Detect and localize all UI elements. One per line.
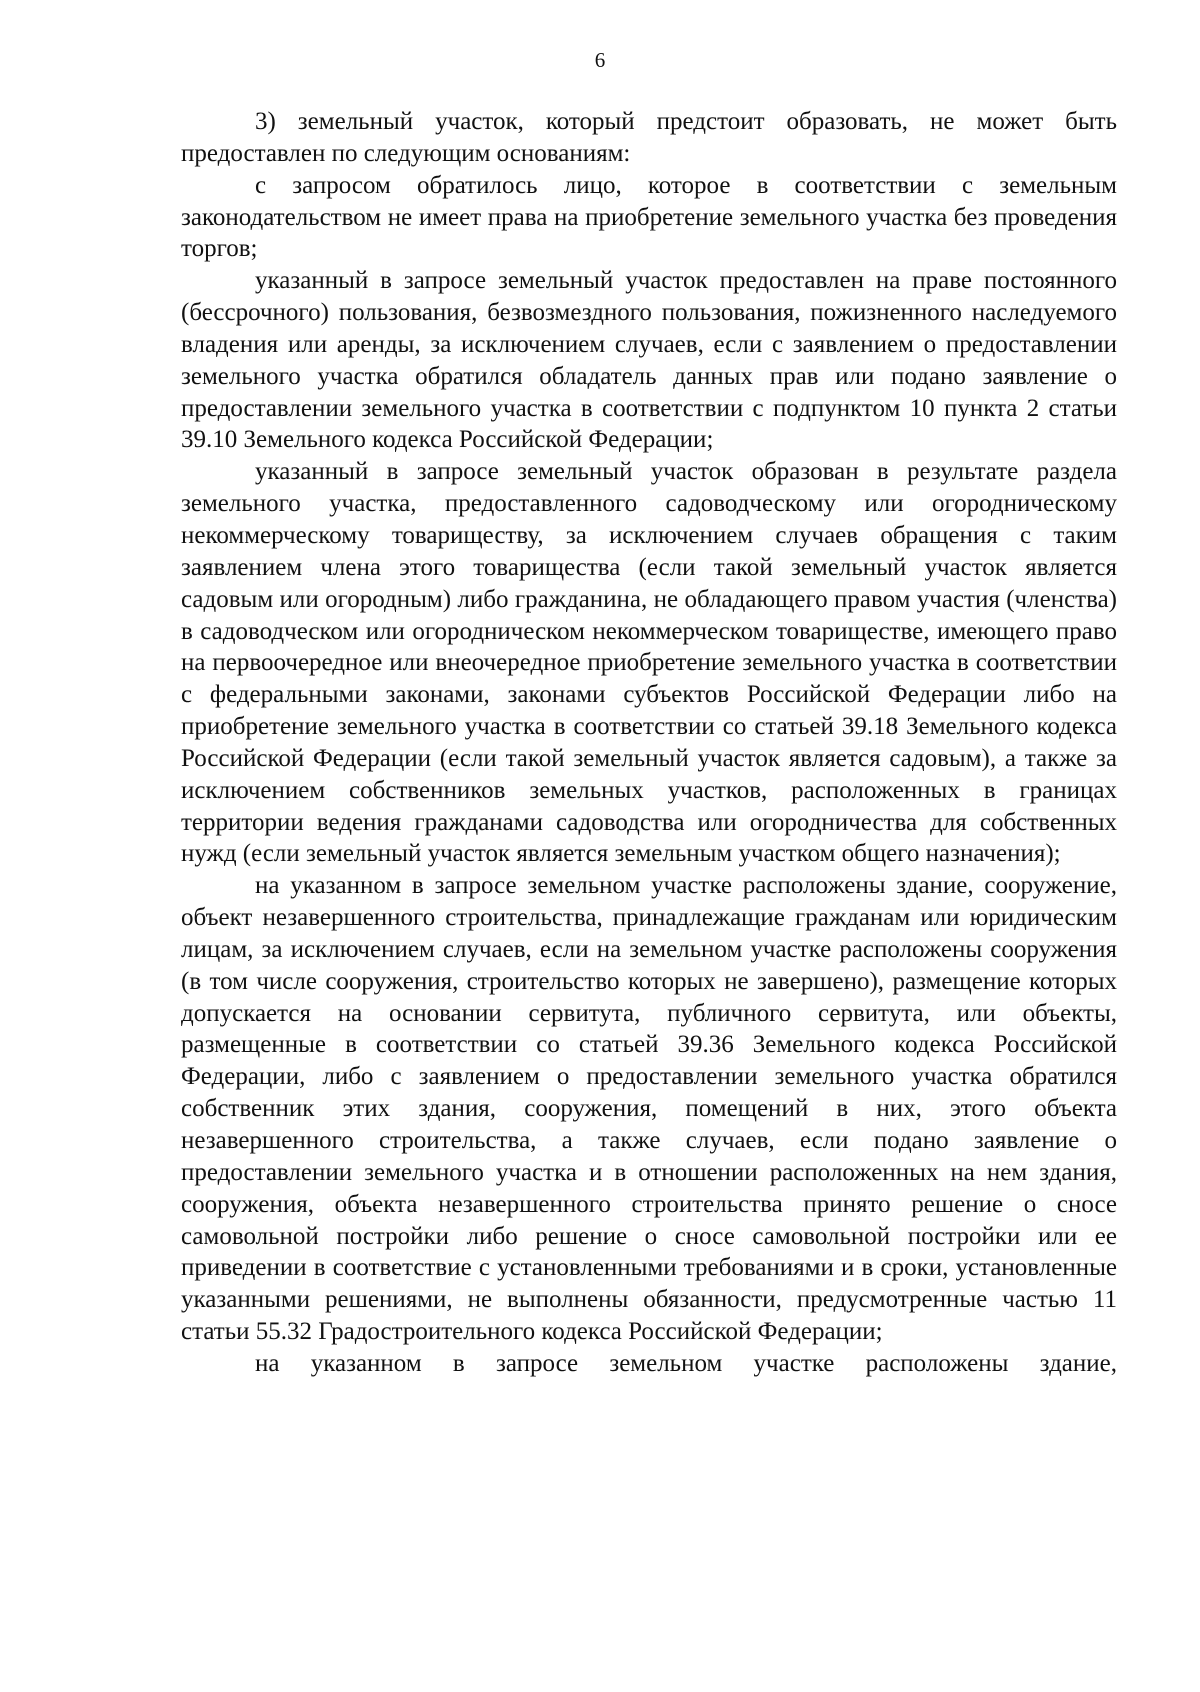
paragraph-buildings-on-land-continued: на указанном в запросе земельном участке расположены здание,	[255, 1349, 1117, 1377]
paragraph-item-3-intro: 3) земельный участок, который предстоит образовать, не может быть предоставлен по следующим основаниям:	[181, 108, 1117, 167]
page-number: 6	[594, 48, 606, 72]
paragraph-land-already-provided: указанный в запросе земельный участок предоставлен на праве постоянного (бессрочного) пользования, безвозмездного пользования, пожизненного наследуемого владения или аренды, за исключением случаев, если с заявлением о предоставлении земельного участка обратился обладатель данных прав или подано заявление о предоставлении земельного участка в соответствии с подпунктом 10 пункта 2 статьи 39.10 Земельного кодекса Российской Федерации;	[181, 267, 1117, 454]
paragraph-land-from-division: указанный в запросе земельный участок образован в результате раздела земельного участка, предоставленного садоводческому или огородническому некоммерческому товариществу, за исключением случаев обращения с таким заявлением члена этого товарищества (если такой земельный участок является садовым или огородным) либо гражданина, не обладающего правом участия (членства) в садоводческом или огородническом некоммерческом товариществе, имеющего право на первоочередное или внеочередное приобретение земельного участка в соответствии с федеральными законами, законами субъектов Российской Федерации либо на приобретение земельного участка в соответствии со статьей 39.18 Земельного кодекса Российской Федерации (если такой земельный участок является садовым), а также за исключением собственников земельных участков, расположенных в границах территории ведения гражданами садоводства или огородничества для собственных нужд (если земельный участок является земельным участком общего назначения);	[181, 458, 1117, 868]
paragraph-no-right-without-auction: с запросом обратилось лицо, которое в соответствии с земельным законодательством не имеет права на приобретение земельного участка без проведения торгов;	[181, 171, 1117, 263]
paragraph-buildings-on-land: на указанном в запросе земельном участке расположены здание, сооружение, объект незавершенного строительства, принадлежащие гражданам или юридическим лицам, за исключением случаев, если на земельном участке расположены сооружения (в том числе сооружения, строительство которых не завершено), размещение которых допускается на основании сервитута, публичного сервитута, или объекты, размещенные в соответствии со статьей 39.36 Земельного кодекса Российской Федерации, либо с заявлением о предоставлении земельного участка обратился собственник этих здания, сооружения, помещений в них, этого объекта незавершенного строительства, а также случаев, если подано заявление о предоставлении земельного участка и в отношении расположенных на нем здания, сооружения, объекта незавершенного строительства принято решение о сносе самовольной постройки либо решение о сносе самовольной постройки или ее приведении в соответствие с установленными требованиями и в сроки, установленные указанными решениями, не выполнены обязанности, предусмотренные частью 11 статьи 55.32 Градостроительного кодекса Российской Федерации;	[181, 872, 1117, 1346]
document-body	[181, 106, 1117, 1380]
